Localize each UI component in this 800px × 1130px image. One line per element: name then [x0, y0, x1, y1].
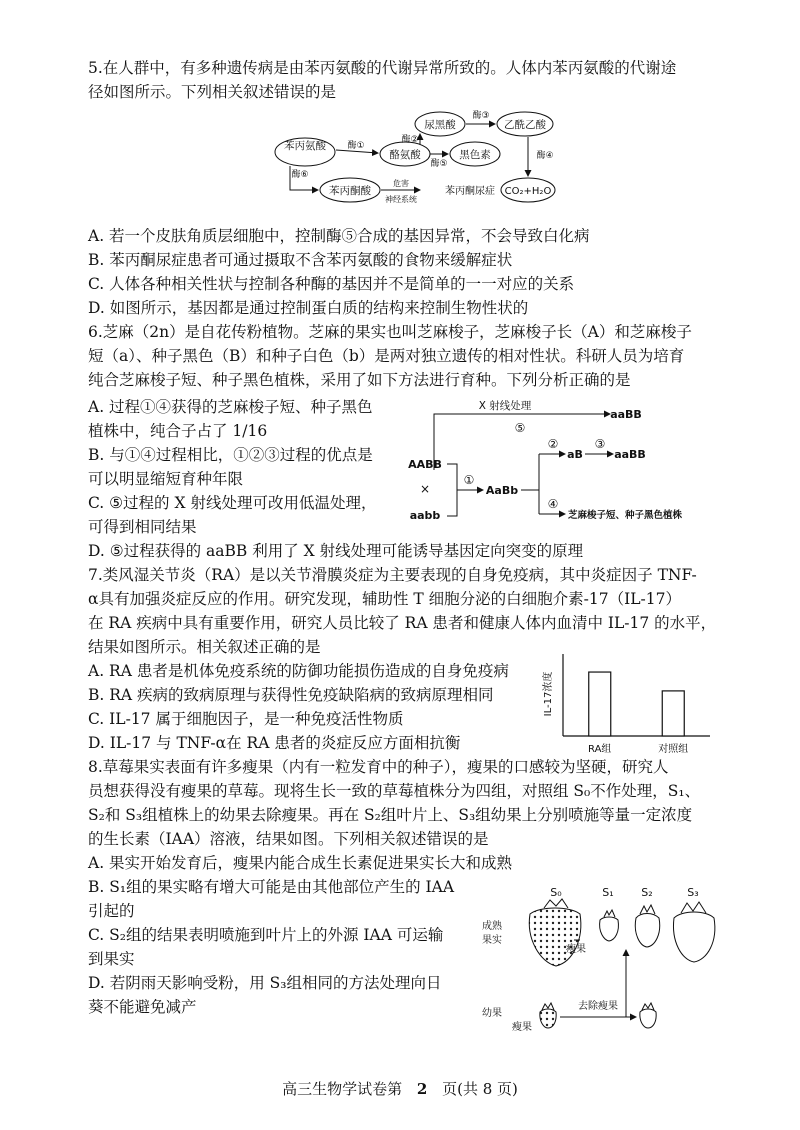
q6-stem-line-1: 6.芝麻（2n）是自花传粉植物。芝麻的果实也叫芝麻梭子，芝麻梭子长（A）和芝麻梭子 [88, 323, 692, 341]
remove-achene-label: 去除瘦果 [578, 1001, 618, 1012]
q8-stem-line-1: 8.草莓果实表面有许多瘦果（内有一粒发育中的种子），瘦果的口感较为坚硬，研究人 [88, 758, 669, 776]
bar-1 [662, 691, 684, 736]
s3-label: S₃ [687, 886, 699, 899]
q6-option-b-line-1: B. 与①④过程相比，①②③过程的优点是 [88, 446, 373, 464]
aabb-parent-label: AABB [408, 458, 442, 471]
q5-metabolism-diagram [270, 106, 570, 218]
enzyme-5-label: 酶⑤ [430, 159, 448, 169]
phe-label: 苯丙氨酸 [284, 140, 326, 152]
achene-label-2: 瘦果 [512, 1022, 532, 1033]
q7-stem-line-2: α具有加强炎症反应的作用。研究发现，辅助性 T 细胞分泌的白细胞介素-17（IL-17） [88, 590, 681, 608]
q7-stem-line-1: 7.类风湿关节炎（RA）是以关节滑膜炎症为主要表现的自身免疫病，其中炎症因子 TNF- [88, 566, 697, 584]
q5-stem-line-2: 径如图所示。下列相关叙述错误的是 [88, 83, 337, 101]
q8-stem-line-2: 员想获得没有瘦果的草莓。现将生长一致的草莓植株分为四组，对照组 S₀不作处理，S₁、 [88, 782, 701, 800]
footer-suffix: 页(共 8 页) [442, 1080, 518, 1098]
q8-option-b-line-2: 引起的 [88, 902, 135, 920]
q7-option-b: B. RA 疾病的致病原理与获得性免疫缺陷病的致病原理相同 [88, 686, 494, 704]
enzyme-1-label: 酶① [347, 141, 365, 151]
pku-label: 苯丙酮尿症 [445, 186, 495, 197]
q5-stem-line-1: 5.在人群中，有多种遗传病是由苯丙氨酸的代谢异常所致的。人体内苯丙氨酸的代谢途 [88, 59, 677, 77]
ppa-label: 苯丙酮酸 [329, 185, 371, 197]
step-4-label: ④ [547, 497, 559, 511]
q7-stem-line-3: 在 RA 疾病中具有重要作用，研究人员比较了 RA 患者和健康人体内血清中 IL-17 的水平， [88, 614, 717, 632]
step-1-label: ① [463, 473, 475, 487]
fruit-label: 果实 [482, 935, 502, 946]
co2-label: CO₂+H₂O [504, 186, 552, 197]
s2-strawberry [635, 905, 659, 947]
tyr-label: 酪氨酸 [389, 149, 421, 161]
s0-strawberry [529, 899, 581, 966]
cross-label: × [419, 482, 431, 496]
aabb-top-label: aaBB [610, 408, 642, 421]
bar-0 [589, 672, 611, 736]
x-tick-label-1: 对照组 [658, 744, 689, 755]
young-strawberry-no-achene [640, 1003, 656, 1028]
s1-strawberry [600, 910, 619, 941]
page-footer [0, 1078, 800, 1099]
q5-option-d: D. 如图所示，基因都是通过控制蛋白质的结构来控制生物性状的 [88, 299, 529, 317]
harm-label: 危害 [393, 179, 409, 188]
q8-option-c-line-2: 到果实 [88, 950, 135, 968]
enzyme-2-label: 酶② [401, 135, 419, 145]
q8-option-a: A. 果实开始发育后，瘦果内能合成生长素促进果实长大和成熟 [88, 854, 513, 872]
q5-option-c: C. 人体各种相关性状与控制各种酶的基因并不是简单的一一对应的关系 [88, 275, 575, 293]
mal-label: 乙酰乙酸 [504, 119, 546, 131]
q6-breeding-diagram [405, 396, 705, 531]
enzyme-3-label: 酶③ [472, 111, 490, 121]
s2-label: S₂ [641, 886, 653, 899]
q5-option-a: A. 若一个皮肤角质层细胞中，控制酶⑤合成的基因异常，不会导致白化病 [88, 227, 590, 245]
q7-option-c: C. IL-17 属于细胞因子，是一种免疫活性物质 [88, 710, 404, 728]
q7-option-a: A. RA 患者是机体免疫系统的防御功能损伤造成的自身免疫病 [88, 662, 509, 680]
aabb-parent2-label: aabb [409, 509, 441, 522]
page-number: 2 [416, 1080, 428, 1098]
q7-option-d: D. IL-17 与 TNF-α在 RA 患者的炎症反应方面相抗衡 [88, 734, 461, 752]
q6-option-d: D. ⑤过程获得的 aaBB 利用了 X 射线处理可能诱导基因定向突变的原理 [88, 542, 584, 560]
y-axis-label: IL-17浓度 [543, 671, 554, 717]
footer-prefix: 高三生物学试卷第 [282, 1080, 403, 1098]
q5-option-b: B. 苯丙酮尿症患者可通过摄取不含苯丙氨酸的食物来缓解症状 [88, 251, 513, 269]
enzyme-6-label: 酶⑥ [291, 170, 309, 180]
x-tick-label-0: RA组 [588, 744, 612, 755]
q8-option-c-line-1: C. S₂组的结果表明喷施到叶片上的外源 IAA 可运输 [88, 926, 444, 944]
enzyme-4-label: 酶④ [536, 151, 554, 161]
q6-stem-line-2: 短（a）、种子黑色（B）和种子白色（b）是两对独立遗传的相对性状。科研人员为培育 [88, 347, 685, 365]
q8-option-b-line-1: B. S₁组的果实略有增大可能是由其他部位产生的 IAA [88, 878, 455, 896]
hga-label: 尿黑酸 [424, 119, 456, 131]
q6-option-c-line-1: C. ⑤过程的 X 射线处理可改用低温处理， [88, 494, 377, 512]
young-strawberry [540, 1003, 556, 1028]
nerve-label: 神经系统 [385, 195, 417, 204]
aabb-f1-label: AaBb [485, 484, 519, 497]
step-3-label: ③ [594, 437, 606, 451]
step-5-label: ⑤ [514, 421, 526, 435]
q8-stem-line-3: S₂和 S₃组植株上的幼果去除瘦果。再在 S₂组叶片上、S₃组幼果上分别喷施等量一定浓度 [88, 806, 693, 824]
q8-option-d-line-1: D. 若阴雨天影响受粉，用 S₃组相同的方法处理向日 [88, 974, 442, 992]
s1-label: S₁ [602, 886, 614, 899]
s0-label: S₀ [550, 886, 562, 899]
step-2-label: ② [547, 437, 559, 451]
q6-option-a-line-2: 植株中，纯合子占了 1/16 [88, 422, 268, 440]
ab-label: aB [567, 448, 583, 461]
young-fruit-label: 幼果 [482, 1008, 502, 1019]
ripe-label: 成熟 [482, 921, 502, 932]
achene-label: 瘦果 [566, 944, 586, 955]
q7-stem-line-4: 结果如图所示。相关叙述正确的是 [88, 638, 321, 656]
result-label: 芝麻梭子短、种子黑色植株 [568, 510, 683, 521]
mel-label: 黑色素 [459, 149, 491, 161]
q6-option-c-line-2: 可得到相同结果 [88, 518, 197, 536]
q6-option-b-line-2: 可以明显缩短育种年限 [88, 470, 244, 488]
q6-stem-line-3: 纯合芝麻梭子短、种子黑色植株，采用了如下方法进行育种。下列分析正确的是 [88, 371, 631, 389]
q6-option-a-line-1: A. 过程①④获得的芝麻梭子短、种子黑色 [88, 398, 373, 416]
q8-strawberry-diagram [478, 884, 728, 1034]
q8-stem-line-4: 的生长素（IAA）溶液，结果如图。下列相关叙述错误的是 [88, 830, 489, 848]
s3-strawberry [674, 902, 715, 962]
il17-bar-chart [538, 648, 718, 760]
xray-label: X 射线处理 [478, 400, 532, 412]
aabb-final-label: aaBB [614, 448, 646, 461]
q8-option-d-line-2: 葵不能避免减产 [88, 998, 197, 1016]
